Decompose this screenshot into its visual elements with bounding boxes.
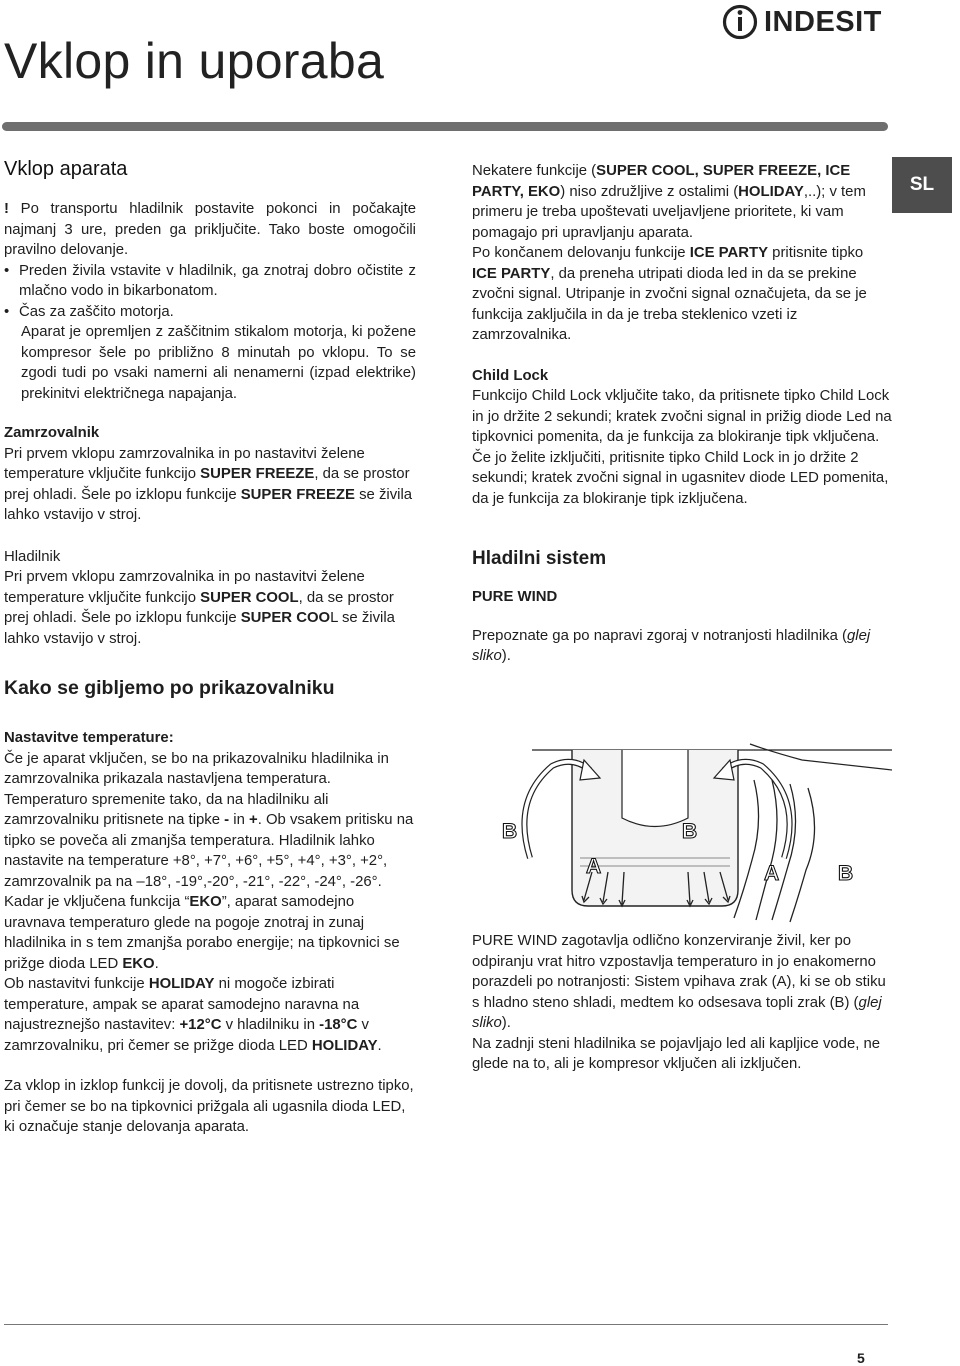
motor-protection-text: Aparat je opremljen z zaščitnim stikalom motorja, ki požene kompresor šele po približno 8 minutah po vklopu. To se zgodi tudi po vsaki namerni ali nenamerni (izpad elektrike) prekinitvi električnega napajanja. — [21, 324, 416, 402]
eco-text: Kadar je vključena funkcija “EKO”, aparat samodejno uravnava temperaturo glede na pogoje znotraj in zunaj hladilnika in s tem zmanjša porabo energije; na tipkovnici se prižge dioda LED EKO. — [4, 894, 400, 972]
temperature-settings-text: Če je aparat vključen, se bo na prikazovalniku hladilnika in zamrzovalnika prikazala nastavljena temperatura. Temperaturo spremenite tako, da na hladilniku ali zamrzovalniku pritisnete na tipke - in +. Ob vsakem pritisku na tipko se poveča ali zmanjša temperatura. Hladilnik lahko nastavite na temperature +8°, +7°, +6°, +5°, +4°, +3°, +2°, zamrzovalnik pa na –18°, -19°,-20°, -21°, -22°, -24°, -26°. — [4, 750, 414, 890]
device-inner-panel — [622, 750, 688, 827]
fridge-text: Pri prvem vklopu zamrzovalnika in po nastavitvi želene temperature vključite funkcijo SUPER COOL, da se prostor prej ohladi. Šele po izklopu funkcije SUPER COOL se živila lahko vstavijo v stroj. — [4, 569, 395, 647]
holiday-text: Ob nastavitvi funkcije HOLIDAY ni mogoče izbirati temperature, ampak se aparat samodejno naravna na najustreznejšo nastavitev: +12°C v hladilniku in -18°C v zamrzovalniku, pri čemer se prižge dioda LED HOLIDAY. — [4, 976, 382, 1054]
brand-logo — [722, 4, 882, 40]
fridge-heading: Hladilnik — [4, 548, 61, 565]
pure-wind-heading: PURE WIND — [472, 589, 558, 605]
list-item: • Čas za zaščito motorja. — [4, 302, 416, 323]
right-column — [472, 161, 892, 667]
header-divider — [2, 122, 888, 131]
label-a-center: A — [586, 855, 602, 878]
freezer-text: Pri prvem vklopu zamrzovalnika in po nastavitvi želene temperature vključite funkcijo SUPER FREEZE, da se prostor prej ohladi. Šele po izklopu funkcije SUPER FREEZE se živila lahko vstavijo v stroj. — [4, 445, 413, 523]
language-tab: SL — [892, 157, 952, 213]
cooling-system-heading: Hladilni sistem — [472, 548, 607, 569]
function-toggle-text: Za vklop in izklop funkcij je dovolj, da pritisnete ustrezno tipko, pri čemer se bo na tipkovnici prižgala ali ugasnila dioda LED, ki označuje stanje delovanja aparata. — [4, 1078, 414, 1135]
list-item: • Preden živila vstavite v hladilnik, ga znotraj dobro očistite z mlačno vodo in bikarbonatom. — [4, 261, 416, 302]
left-column — [4, 157, 416, 1138]
freezer-heading: Zamrzovalnik — [4, 425, 100, 441]
page-number: 5 — [857, 1350, 865, 1366]
child-lock-text: Funkcijo Child Lock vključite tako, da pritisnete tipko Child Lock in jo držite 2 sekundi; kratek zvočni signal in prižig diode Led na tipkovnici pomenita, da je funkcija za blokiranje tipk vključena. Če jo želite izključiti, pritisnite tipko Child Lock in jo držite 2 sekundi; kratek zvočni signal in ugasnitev diode LED pomenita, da je funkcija za blokiranje tipk izključena. — [472, 388, 892, 507]
fridge-shelf-line — [750, 744, 892, 770]
warning-text: Po transportu hladilnik postavite pokonci in počakajte najmanj 3 ure, preden ga priključite. Tako boste omogočili pravilno delovanje. — [4, 201, 416, 258]
pure-wind-text: PURE WIND zagotavlja odlično konzerviranje živil, ker po odpiranju vrat hitro vzpostavlja temperaturo in jo enakomerno porazdeli po notranjosti: Sistem vpihava zrak (A), ki se ob stiku s hladno steno shladi, medtem ko odsesava topli zrak (B) (glej sliko). — [472, 933, 886, 1031]
label-b-right: B — [682, 820, 698, 843]
footer-divider — [4, 1324, 888, 1325]
label-a-right: A — [764, 862, 780, 885]
compatibility-text: Nekatere funkcije (SUPER COOL, SUPER FREEZE, ICE PARTY, EKO) niso združljive z ostalimi (HOLIDAY,..); v tem primeru je treba upoštevati uveljavljene prioritete, ki vam pomagajo pri upravljanju aparata. — [472, 163, 866, 241]
page-title: Vklop in uporaba — [4, 32, 385, 89]
pure-wind-intro: Prepoznate ga po napravi zgoraj v notranjosti hladilnika (glej sliko). — [472, 627, 871, 664]
condensation-text: Na zadnji steni hladilnika se pojavljajo led ali kapljice vode, ne glede na to, ali je kompresor vključen ali izključen. — [472, 1035, 881, 1072]
switch-on-heading: Vklop aparata — [4, 158, 128, 180]
brand-name: INDESIT — [764, 5, 882, 38]
switch-on-bullets — [4, 261, 416, 323]
pure-wind-figure — [472, 740, 892, 932]
warning-mark: ! — [4, 201, 9, 217]
indesit-logo-icon — [722, 4, 758, 40]
label-b-far-right: B — [838, 862, 854, 885]
ice-party-text: Po končanem delovanju funkcije ICE PARTY pritisnite tipko ICE PARTY, da preneha utripati dioda led in da se prekine zvočni signal. Utripanje in zvočni signal označujeta, da se je funkcija zaključila in da je treba steklenico vzeti iz zamrzovalnika. — [472, 245, 867, 343]
display-heading: Kako se gibljemo po prikazovalniku — [4, 677, 335, 699]
pure-wind-description — [472, 931, 892, 1075]
child-lock-heading: Child Lock — [472, 367, 549, 384]
transport-warning — [4, 199, 416, 261]
label-b-left: B — [502, 820, 518, 843]
temperature-settings-heading: Nastavitve temperature: — [4, 730, 174, 746]
